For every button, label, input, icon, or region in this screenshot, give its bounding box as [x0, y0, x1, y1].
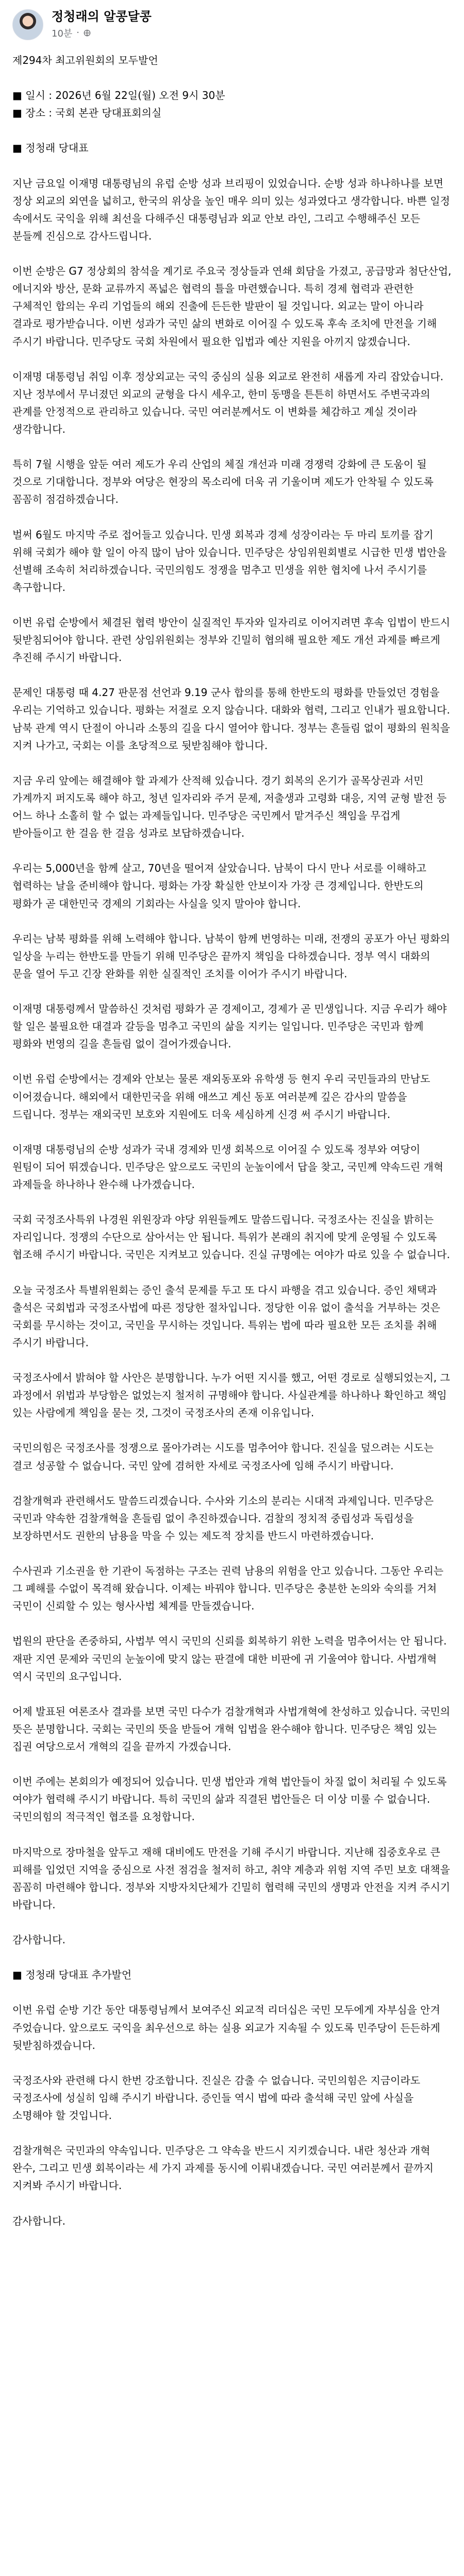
post-body-text: 제294차 최고위원회의 모두발언 ■ 일시 : 2026년 6월 22일(월) 오전 9시 30분 ■ 장소 : 국회 본관 당대표회의실 ■ 정청래 당대표 지난 금요일 이재명 대통령님의 유럽 순방 성과 브리핑이 있었습니다. 순방 성과 하나하나를 보면 정상 외교의 외연을 넓히고, 한국의 위상을 높인 매우 의미 있는 성과였다고 생각합니다. 바쁜 일정 속에서도 국익을 위해 최선을 다해주신 대통령님과 외교 안보 라인, 그리고 수행해주신 모든 분들께 진심으로 감사드립니다. 이번 순방은 G7 정상회의 참석을 계기로 주요국 정상들과 연쇄 회담을 가졌고, 공급망과 첨단산업, 에너지와 방산, 문화 교류까지 폭넓은 협력의 틀을 마련했습니다. 특히 경제 협력과 관련한 구체적인 합의는 우리 기업들의 해외 진출에 든든한 발판이 될 것입니다. 외교는 말이 아니라 결과로 평가받습니다. 이번 성과가 국민 삶의 변화로 이어질 수 있도록 후속 조치에 만전을 기해 주시기 바랍니다. 민주당도 국회 차원에서 필요한 입법과 예산 지원을 아끼지 않겠습니다. 이재명 대통령님 취임 이후 정상외교는 국익 중심의 실용 외교로 완전히 새롭게 자리 잡았습니다. 지난 정부에서 무너졌던 외교의 균형을 다시 세우고, 한미 동맹을 튼튼히 하면서도 주변국과의 관계를 안정적으로 관리하고 있습니다. 국민 여러분께서도 이 변화를 체감하고 계실 것이라 생각합니다. 특히 7월 시행을 앞둔 여러 제도가 우리 산업의 체질 개선과 미래 경쟁력 강화에 큰 도움이 될 것으로 기대합니다. 정부와 여당은 현장의 목소리에 더욱 귀 기울이며 제도가 안착될 수 있도록 꼼꼼히 점검하겠습니다. 벌써 6월도 마지막 주로 접어들고 있습니다. 민생 회복과 경제 성장이라는 두 마리 토끼를 잡기 위해 국회가 해야 할 일이 아직 많이 남아 있습니다. 민주당은 상임위원회별로 시급한 민생 법안을 선별해 조속히 처리하겠습니다. 국민의힘도 정쟁을 멈추고 민생을 위한 협치에 나서 주시기를 촉구합니다. 이번 유럽 순방에서 체결된 협력 방안이 실질적인 투자와 일자리로 이어지려면 후속 입법이 반드시 뒷받침되어야 합니다. 관련 상임위원회는 정부와 긴밀히 협의해 필요한 제도 개선 과제를 빠르게 추진해 주시기 바랍니다. 문제인 대통령 때 4.27 판문점 선언과 9.19 군사 합의를 통해 한반도의 평화를 만들었던 경험을 우리는 기억하고 있습니다. 평화는 저절로 오지 않습니다. 대화와 협력, 그리고 인내가 필요합니다. 남북 관계 역시 단절이 아니라 소통의 길을 다시 열어야 합니다. 정부는 흔들림 없이 평화의 원칙을 지켜 나가고, 국회는 이를 초당적으로 뒷받침해야 합니다. 지금 우리 앞에는 해결해야 할 과제가 산적해 있습니다. 경기 회복의 온기가 골목상권과 서민 가계까지 퍼지도록 해야 하고, 청년 일자리와 주거 문제, 저출생과 고령화 대응, 지역 균형 발전 등 어느 하나 소홀히 할 수 없는 과제들입니다. 민주당은 국민께서 맡겨주신 책임을 무겁게 받아들이고 한 걸음 한 걸음 성과로 보답하겠습니다. 우리는 5,000년을 함께 살고, 70년을 떨어져 살았습니다. 남북이 다시 만나 서로를 이해하고 협력하는 날을 준비해야 합니다. 평화는 가장 확실한 안보이자 가장 큰 경제입니다. 한반도의 평화가 곧 대한민국 경제의 기회라는 사실을 잊지 말아야 합니다. 우리는 남북 평화를 위해 노력해야 합니다. 남북이 함께 번영하는 미래, 전쟁의 공포가 아닌 평화의 일상을 누리는 한반도를 만들기 위해 민주당은 끝까지 책임을 다하겠습니다. 정부 역시 대화의 문을 열어 두고 긴장 완화를 위한 실질적인 조치를 이어가 주시기 바랍니다. 이재명 대통령께서 말씀하신 것처럼 평화가 곧 경제이고, 경제가 곧 민생입니다. 지금 우리가 해야 할 일은 불필요한 대결과 갈등을 멈추고 국민의 삶을 지키는 일입니다. 민주당은 국민과 함께 평화와 번영의 길을 흔들림 없이 걸어가겠습니다. 이번 유럽 순방에서는 경제와 안보는 물론 재외동포와 유학생 등 현지 우리 국민들과의 만남도 이어졌습니다. 해외에서 대한민국을 위해 애쓰고 계신 동포 여러분께 깊은 감사의 말씀을 드립니다. 정부는 재외국민 보호와 지원에도 더욱 세심하게 신경 써 주시기 바랍니다. 이재명 대통령님의 순방 성과가 국내 경제와 민생 회복으로 이어질 수 있도록 정부와 여당이 원팀이 되어 뛰겠습니다. 민주당은 앞으로도 국민의 눈높이에서 답을 찾고, 국민께 약속드린 개혁 과제들을 하나하나 완수해 나가겠습니다. 국회 국정조사특위 나경원 위원장과 야당 위원들께도 말씀드립니다. 국정조사는 진실을 밝히는 자리입니다. 정쟁의 수단으로 삼아서는 안 됩니다. 특위가 본래의 취지에 맞게 운영될 수 있도록 협조해 주시기 바랍니다. 국민은 지켜보고 있습니다. 진실 규명에는 여야가 따로 있을 수 없습니다. 오늘 국정조사 특별위원회는 증인 출석 문제를 두고 또 다시 파행을 겪고 있습니다. 증인 채택과 출석은 국회법과 국정조사법에 따른 정당한 절차입니다. 정당한 이유 없이 출석을 거부하는 것은 국회를 무시하는 것이고, 국민을 무시하는 것입니다. 특위는 법에 따라 필요한 모든 조치를 취해 주시기 바랍니다. 국정조사에서 밝혀야 할 사안은 분명합니다. 누가 어떤 지시를 했고, 어떤 경로로 실행되었는지, 그 과정에서 위법과 부당함은 없었는지 철저히 규명해야 합니다. 사실관계를 하나하나 확인하고 책임 있는 사람에게 책임을 묻는 것, 그것이 국정조사의 존재 이유입니다. 국민의힘은 국정조사를 정쟁으로 몰아가려는 시도를 멈추어야 합니다. 진실을 덮으려는 시도는 결코 성공할 수 없습니다. 국민 앞에 겸허한 자세로 국정조사에 임해 주시기 바랍니다. 검찰개혁과 관련해서도 말씀드리겠습니다. 수사와 기소의 분리는 시대적 과제입니다. 민주당은 국민과 약속한 검찰개혁을 흔들림 없이 추진하겠습니다. 검찰의 정치적 중립성과 독립성을 보장하면서도 권한의 남용을 막을 수 있는 제도적 장치를 반드시 마련하겠습니다. 수사권과 기소권을 한 기관이 독점하는 구조는 권력 남용의 위험을 안고 있습니다. 그동안 우리는 그 폐해를 수없이 목격해 왔습니다. 이제는 바꿔야 합니다. 민주당은 충분한 논의와 숙의를 거쳐 국민이 신뢰할 수 있는 형사사법 체계를 만들겠습니다. 법원의 판단을 존중하되, 사법부 역시 국민의 신뢰를 회복하기 위한 노력을 멈추어서는 안 됩니다. 재판 지연 문제와 국민의 눈높이에 맞지 않는 판결에 대한 비판에 귀 기울여야 합니다. 사법개혁 역시 국민의 요구입니다. 어제 발표된 여론조사 결과를 보면 국민 다수가 검찰개혁과 사법개혁에 찬성하고 있습니다. 국민의 뜻은 분명합니다. 국회는 국민의 뜻을 받들어 개혁 입법을 완수해야 합니다. 민주당은 책임 있는 집권 여당으로서 개혁의 길을 끝까지 가겠습니다. 이번 주에는 본회의가 예정되어 있습니다. 민생 법안과 개혁 법안들이 차질 없이 처리될 수 있도록 여야가 협력해 주시기 바랍니다. 특히 국민의 삶과 직결된 법안들은 더 이상 미룰 수 없습니다. 국민의힘의 적극적인 협조를 요청합니다. 마지막으로 장마철을 앞두고 재해 대비에도 만전을 기해 주시기 바랍니다. 지난해 집중호우로 큰 피해를 입었던 지역을 중심으로 사전 점검을 철저히 하고, 취약 계층과 위험 지역 주민 보호 대책을 꼼꼼히 마련해야 합니다. 정부와 지방자치단체가 긴밀히 협력해 국민의 생명과 안전을 지켜 주시기 바랍니다. 감사합니다. ■ 정청래 당대표 추가발언 이번 유럽 순방 기간 동안 대통령님께서 보여주신 외교적 리더십은 국민 모두에게 자부심을 안겨 주었습니다. 앞으로도 국익을 최우선으로 하는 실용 외교가 지속될 수 있도록 민주당이 든든하게 뒷받침하겠습니다. 국정조사와 관련해 다시 한번 강조합니다. 진실은 감출 수 없습니다. 국민의힘은 지금이라도 국정조사에 성실히 임해 주시기 바랍니다. 증인들 역시 법에 따라 출석해 국민 앞에 사실을 소명해야 할 것입니다. 검찰개혁은 국민과의 약속입니다. 민주당은 그 약속을 반드시 지키겠습니다. 내란 청산과 개혁 완수, 그리고 민생 회복이라는 세 가지 과제를 동시에 이뤄내겠습니다. 국민 여러분께서 끝까지 지켜봐 주시기 바랍니다. 감사합니다. [12, 54, 452, 2227]
post-header [0, 0, 464, 49]
globe-icon [84, 29, 91, 37]
dot-separator: · [76, 27, 80, 39]
post-time-row [52, 26, 152, 40]
post-meta [52, 10, 152, 40]
post-time[interactable]: 10분 [52, 28, 73, 39]
author-name[interactable]: 정청래의 알콩달콩 [52, 9, 152, 24]
avatar[interactable] [12, 9, 43, 40]
